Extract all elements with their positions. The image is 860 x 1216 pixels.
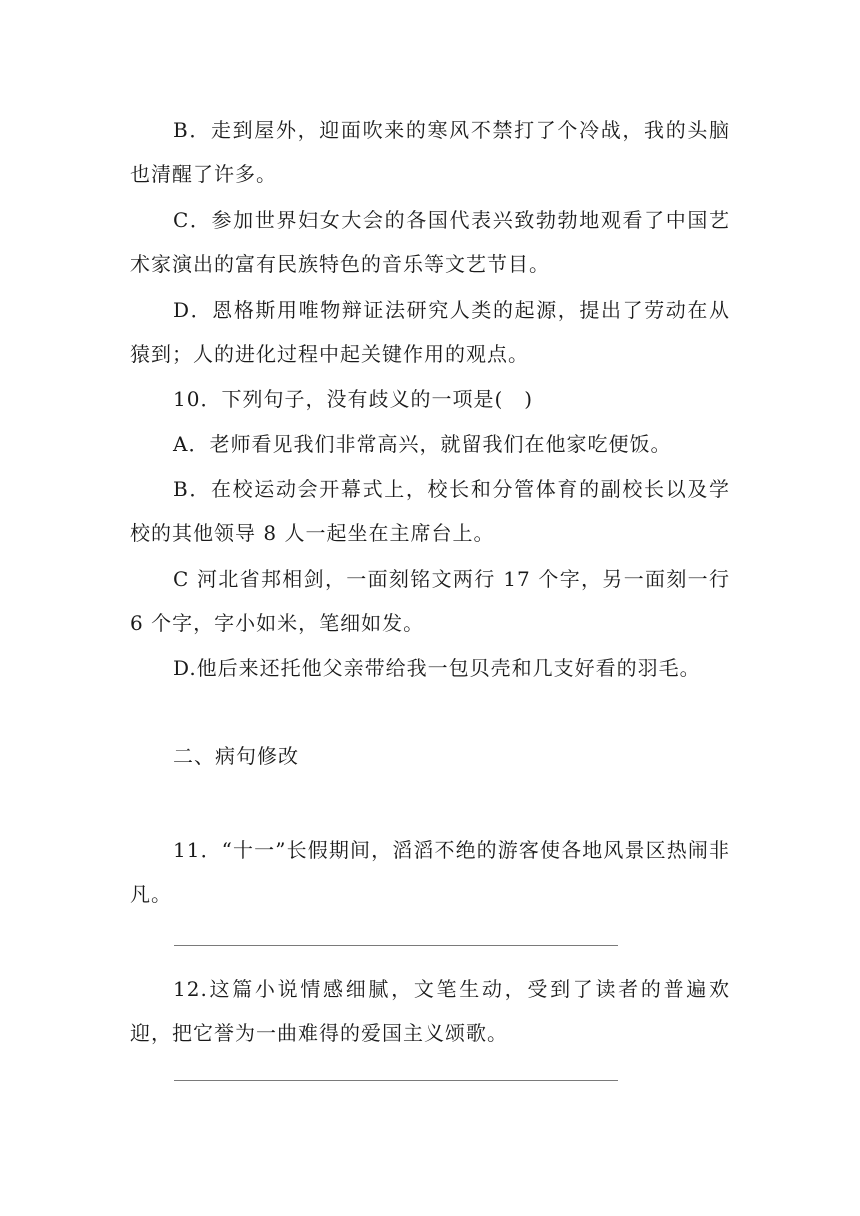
q9-option-b: B．走到屋外，迎面吹来的寒风不禁打了个冷战，我的头脑也清醒了许多。 bbox=[130, 118, 730, 186]
q10-option-c: C 河北省邦相剑，一面刻铭文两行 17 个字，另一面刻一行 6 个字，字小如米，笔细如发。 bbox=[130, 567, 730, 635]
q11-sentence: 11．“十一”长假期间，滔滔不绝的游客使各地风景区热闹非凡。 bbox=[130, 838, 730, 906]
q10-stem: 10．下列句子，没有歧义的一项是( ) bbox=[173, 387, 534, 411]
q10-option-b: B．在校运动会开幕式上，校长和分管体育的副校长以及学校的其他领导 8 人一起坐在主席台上。 bbox=[130, 477, 730, 545]
q12-answer-line[interactable] bbox=[174, 1080, 618, 1081]
q12-sentence: 12.这篇小说情感细腻，文笔生动，受到了读者的普遍欢迎，把它誉为一曲难得的爱国主义颂歌。 bbox=[130, 977, 730, 1045]
q10-option-a: A．老师看见我们非常高兴，就留我们在他家吃便饭。 bbox=[173, 432, 672, 456]
section-heading: 二、病句修改 bbox=[173, 744, 299, 768]
q9-option-c: C．参加世界妇女大会的各国代表兴致勃勃地观看了中国艺术家演出的富有民族特色的音乐等文艺节目。 bbox=[130, 208, 730, 276]
q10-option-d: D.他后来还托他父亲带给我一包贝壳和几支好看的羽毛。 bbox=[173, 656, 701, 680]
q11-answer-line[interactable] bbox=[174, 945, 618, 946]
q9-option-d: D．恩格斯用唯物辩证法研究人类的起源，提出了劳动在从猿到；人的进化过程中起关键作用的观点。 bbox=[130, 298, 730, 366]
